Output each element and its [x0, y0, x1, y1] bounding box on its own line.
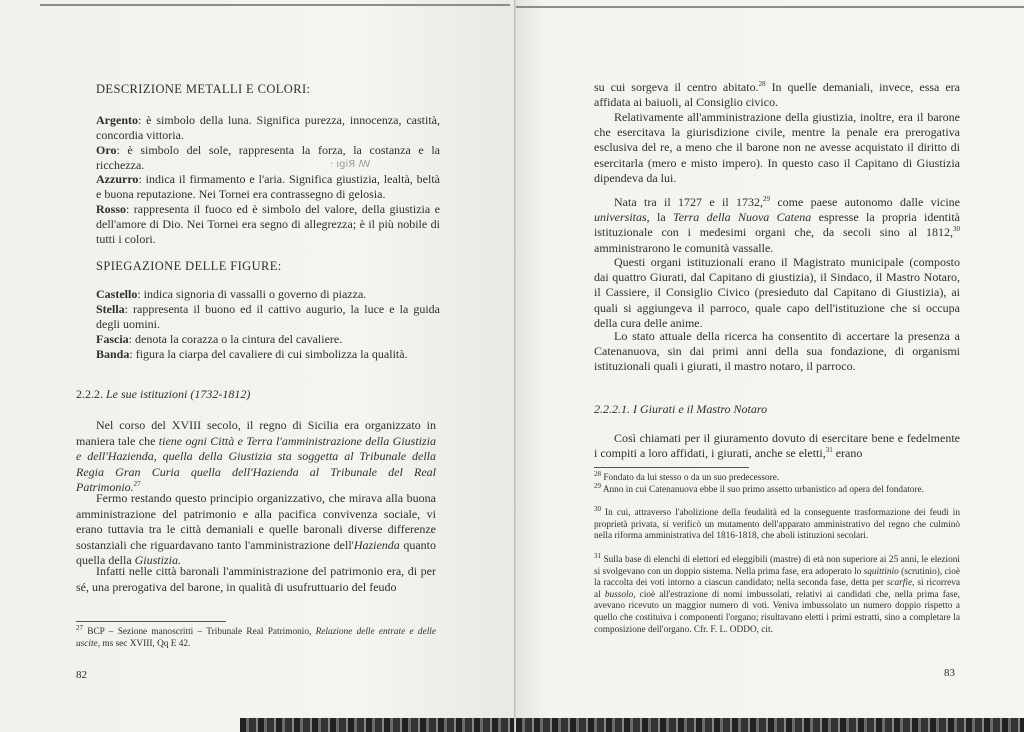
paragraph-regno-sicilia: Nel corso del XVIII secolo, il regno di Sicilia era organizzato in maniera tale che tiene ogni Città e Terra l'amministrazione della Giustizia e dell'Hazienda, quella della Giustizia sta soggetta al Tribunale della Regia Gran Curia quella dell'Hazienda al Tribunale del Real Patrimonio.$^{27}$: [76, 418, 436, 495]
paragraph-citta-baronali: Infatti nelle città baronali l'amministrazione del patrimonio era, di per sé, una prerogativa del barone, in qualità di usufruttuario del feudo: [76, 564, 436, 594]
color-azzurro: Azzurro: indica il firmamento e l'aria. Significa giustizia, lealtà, beltà e buona reputazione. Nei Tornei era contrassegno di gelosia.: [96, 172, 440, 202]
figure-fascia: Fascia: denota la corazza o la cintura del cavaliere.: [96, 332, 343, 346]
ink-smudge: · ıgiЯ ꟿ: [330, 159, 371, 170]
section-heading-2-2-2-1: 2.2.2.1. I Giurati e il Mastro Notaro: [594, 402, 768, 416]
paragraph-giurati: Così chiamati per il giuramento dovuto di esercitare bene e fedelmente i compiti a loro affidati, i giurati, anche se eletti,$^{31}$ erano: [594, 431, 960, 461]
section-heading-2-2-2: 2.2.2. Le sue istituzioni (1732-1812): [76, 387, 251, 401]
scan-edge-strip-right: [516, 718, 1024, 732]
right-page: [516, 0, 1024, 732]
paragraph-stato-ricerca: Lo stato attuale della ricerca ha consentito di accertare la presenza a Catenanuova, sin dai primi anni della sua fondazione, di organismi istituzionali quali i giurati, il mastro notaro, il parroco.: [594, 329, 960, 374]
metal-argento: Argento: è simbolo della luna. Significa purezza, innocenza, castità, concordia vittoria.: [96, 113, 440, 143]
footnote-28: $^{28}$ Fondato da lui stesso o da un suo predecessore.: [594, 469, 780, 483]
heading-figures: SPIEGAZIONE DELLE FIGURE:: [96, 259, 282, 273]
paragraph-giustizia: Relativamente all'amministrazione della giustizia, inoltre, era il barone che esercitava la giurisdizione civile, mentre la penale era prerogativa esclusiva del re, a meno che il barone non ne avesse acquistato il diritto di esercitarla (mero e misto impero). In questo caso il Capitano di Giustizia dipendeva da lui.: [594, 110, 960, 185]
top-edge-line: [40, 4, 510, 6]
figure-stella: Stella: rappresenta il buono ed il cattivo augurio, la luce e la guida degli uomini.: [96, 302, 440, 332]
footnote-31: $^{31}$ Sulla base di elenchi di elettori ed eleggibili (mastre) di età non superiore ai 25 anni, le elezioni si svolgevano con un doppio sistema. Nella prima fase, era adoperato lo squittinio (scrutinio), cioè la raccolta dei voti intorno a ciascun candidato; nella seconda fase, detta per scarfìe, si ricorreva al bussolo, cioè all'estrazione di nomi imbussolati, relativi ai candidati che, nella prima fase, avevano ricevuto un maggior numero di voti. Veniva imbussolato un numero doppio rispetto a quello che costituiva i componenti l'organo; risultavano eletti i primi estratti, sino a completare la composizione dell'organo. Cfr. F. L. ODDO, cit.: [594, 551, 960, 635]
footnote-27: $^{27}$ BCP – Sezione manoscritti – Tribunale Real Patrimonio, Relazione delle entrate e delle uscite, ms sec XVIII, Qq E 42.: [76, 623, 436, 649]
paragraph-nata-tra: Nata tra il 1727 e il 1732,29 come paese autonomo dalle vicine universitas, la Terra della Nuova Catena espresse la propria identità istituzionale con i medesimi organi che, da secoli sino al 1812,30 amministrarono le comunità vassalle.: [594, 195, 960, 255]
paragraph-organi-istituzionali: Questi organi istituzionali erano il Magistrato municipale (composto dai quattro Giurati, dal Capitano di giustizia), il Sindaco, il Mastro Notaro, il Cassiere, il Consiglio Civico (presieduto dal Capitano di Giustizia), ai quali si aggiungeva il parroco, quale capo dell'istituzione che si occupa della cura delle anime.: [594, 255, 960, 330]
page-number-left: 82: [76, 669, 87, 681]
page-number-right: 83: [944, 667, 955, 679]
figure-banda: Banda: figura la ciarpa del cavaliere di cui simbolizza la qualità.: [96, 347, 408, 361]
footnote-29: $^{29}$ Anno in cui Catenanuova ebbe il suo primo assetto urbanistico ad opera del fondatore.: [594, 481, 924, 495]
paragraph-principio-organizzativo: Fermo restando questo principio organizzativo, che mirava alla buona amministrazione del patrimonio e alla pacifica convivenza sociale, vi erano tuttavia tra le città demaniali e quelle baronali diverse differenze sostanziali che riguardavano tanto l'amministrazione dell'Hazienda quanto quella della Giustizia.: [76, 491, 436, 568]
figure-castello: Castello: indica signoria di vassalli o governo di piazza.: [96, 287, 367, 301]
metal-oro: Oro: è simbolo del sole, rappresenta la forza, la costanza e la ricchezza.: [96, 143, 440, 173]
footnote-separator: [76, 621, 226, 622]
paragraph-centro-abitato: su cui sorgeva il centro abitato.$^{28}$ In quelle demaniali, invece, essa era affidata ai baiuoli, al Consiglio civico.: [594, 80, 960, 110]
footnote-separator: [594, 467, 749, 468]
footnote-30: $^{30}$ In cui, attraverso l'abolizione della feudalità ed la conseguente trasformazione dei feudi in proprietà privata, si verificò un mutamento dell'apparato amministrativo del regno che culminò nella riforma amministrativa del 1816-1818, che abolì istituzioni secolari.: [594, 504, 961, 542]
color-rosso: Rosso: rappresenta il fuoco ed è simbolo del valore, della giustizia e dell'amore di Dio. Nei Tornei era segno di allegrezza; è il più nobile di tutti i colori.: [96, 202, 440, 247]
scan-edge-strip-left: [240, 718, 514, 732]
heading-metals-colors: DESCRIZIONE METALLI E COLORI:: [96, 82, 311, 96]
top-edge-line: [516, 6, 1024, 8]
